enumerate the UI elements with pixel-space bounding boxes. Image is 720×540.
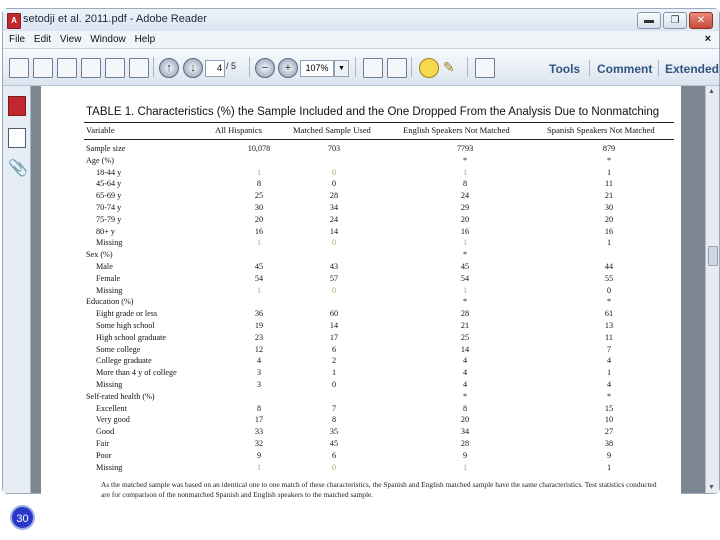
- row-value: 45: [329, 438, 339, 448]
- row-label: Missing: [96, 238, 123, 248]
- row-label: Some high school: [96, 320, 155, 330]
- row-value: 14: [329, 226, 339, 236]
- vertical-scrollbar[interactable]: [705, 86, 719, 493]
- row-value: 4: [462, 379, 468, 389]
- toolbar-separator: [153, 57, 154, 77]
- tools-pane-link[interactable]: Tools: [549, 62, 581, 76]
- row-value: 1: [256, 238, 262, 248]
- row-value: 1: [256, 285, 262, 295]
- row-value: 21: [460, 320, 470, 330]
- row-label: 18-44 y: [96, 167, 122, 177]
- table-row: [84, 450, 674, 462]
- table-row: [84, 178, 674, 190]
- menu-file[interactable]: File: [9, 34, 26, 45]
- table-row: [84, 426, 674, 438]
- menu-view[interactable]: View: [59, 34, 82, 45]
- row-value: 11: [605, 332, 613, 342]
- row-value: 3: [256, 368, 262, 378]
- highlight-pen-icon[interactable]: ✎: [443, 59, 455, 75]
- attachments-icon[interactable]: [8, 128, 26, 148]
- table-row: [84, 261, 674, 273]
- row-label: College graduate: [96, 356, 152, 366]
- row-value: 32: [254, 438, 264, 448]
- row-label: High school graduate: [96, 332, 167, 342]
- row-value: 1: [606, 167, 612, 177]
- row-value: 0: [331, 238, 337, 248]
- row-value: 17: [254, 415, 264, 425]
- table-footnote: As the matched sample was based on an identical one to one match of these characteristics, the Spanish and English matched sample have the same characteristics. Test statistics conducted are for comparison of the nonmatched Spanish and English speakers to the matched sample.: [101, 480, 657, 499]
- row-label: Very good: [96, 415, 130, 425]
- row-value: 16: [460, 226, 470, 236]
- row-value: 1: [606, 368, 612, 378]
- close-document-icon[interactable]: ×: [704, 33, 711, 45]
- table-row: [84, 214, 674, 226]
- row-label: More than 4 y of college: [96, 368, 177, 378]
- page-total: / 5: [226, 61, 237, 71]
- zoom-out-icon[interactable]: −: [255, 58, 275, 78]
- page-number-input[interactable]: 4: [205, 60, 225, 77]
- row-label: Some college: [96, 344, 141, 354]
- table-row: [84, 379, 674, 391]
- row-value: 4: [462, 368, 468, 378]
- row-value: 20: [254, 214, 264, 224]
- row-value: 34: [460, 427, 470, 437]
- save-icon[interactable]: [57, 58, 77, 78]
- row-value: 8: [256, 403, 262, 413]
- row-value: 7: [331, 403, 337, 413]
- reader-window: [2, 8, 720, 499]
- row-label: 75-79 y: [96, 214, 122, 224]
- row-value: 21: [604, 191, 614, 201]
- next-page-icon[interactable]: ↓: [183, 58, 203, 78]
- table-row: [84, 167, 674, 179]
- row-value: 3: [256, 379, 262, 389]
- create-pdf-icon[interactable]: [9, 58, 29, 78]
- navigation-pane: [3, 86, 31, 493]
- scroll-up-icon[interactable]: ▲: [708, 88, 715, 95]
- row-value: 20: [460, 214, 470, 224]
- row-value: 25: [254, 191, 264, 201]
- row-value: 28: [460, 309, 470, 319]
- table-row: [84, 403, 674, 415]
- row-label: Missing: [96, 379, 123, 389]
- row-value: 703: [327, 144, 341, 153]
- row-value: *: [462, 250, 468, 260]
- row-value: 30: [604, 202, 614, 212]
- row-label: Female: [96, 273, 121, 283]
- slide-number-badge: 30: [10, 505, 35, 530]
- row-value: 4: [256, 356, 262, 366]
- table-row: [84, 344, 674, 356]
- full-screen-icon[interactable]: [475, 58, 495, 78]
- row-value: 0: [331, 379, 337, 389]
- row-value: 7: [606, 344, 612, 354]
- row-value: 43: [329, 261, 339, 271]
- row-value: 57: [329, 273, 339, 283]
- row-value: 4: [606, 356, 612, 366]
- extended-pane-link[interactable]: Extended: [665, 62, 720, 76]
- row-value: 0: [331, 462, 337, 472]
- row-value: 10,078: [247, 144, 271, 153]
- table-row: [84, 438, 674, 450]
- row-value: 20: [460, 415, 470, 425]
- table-row: [84, 190, 674, 202]
- table-row: [84, 462, 674, 474]
- row-value: 12: [254, 344, 264, 354]
- row-value: 24: [329, 214, 339, 224]
- zoom-in-icon[interactable]: +: [278, 58, 298, 78]
- row-value: 4: [606, 379, 612, 389]
- row-value: 14: [460, 344, 470, 354]
- row-label: Self-rated health (%): [86, 391, 155, 401]
- row-label: Sex (%): [86, 250, 113, 260]
- menu-edit[interactable]: Edit: [33, 34, 52, 45]
- row-value: 13: [604, 320, 614, 330]
- toolbar-separator: [411, 57, 412, 77]
- row-value: 4: [462, 356, 468, 366]
- menu-bar: [3, 31, 719, 49]
- row-value: 9: [256, 450, 262, 460]
- table-body: [84, 143, 674, 473]
- toolbar-separator: [589, 60, 590, 76]
- row-value: *: [606, 297, 612, 307]
- row-value: 1: [462, 167, 468, 177]
- row-label: Education (%): [86, 297, 134, 307]
- row-value: 45: [254, 261, 264, 271]
- edit-document-icon[interactable]: [33, 58, 53, 78]
- minimize-button[interactable]: ▬: [637, 12, 661, 29]
- zoom-level-input[interactable]: 107%: [300, 60, 334, 77]
- maximize-button[interactable]: ❐: [663, 12, 687, 29]
- row-label: Fair: [96, 438, 110, 448]
- row-value: 6: [331, 344, 337, 354]
- row-label: 65-69 y: [96, 191, 122, 201]
- row-label: Sample size: [86, 144, 126, 153]
- row-value: 8: [462, 179, 468, 189]
- header-variable: Variable: [86, 125, 115, 135]
- row-value: 45: [460, 261, 470, 271]
- row-value: 35: [329, 427, 339, 437]
- table-row: [84, 332, 674, 344]
- row-value: *: [606, 391, 612, 401]
- scroll-down-icon[interactable]: ▼: [708, 484, 715, 491]
- table-row: [84, 308, 674, 320]
- table-row: [84, 355, 674, 367]
- row-value: 1: [462, 238, 468, 248]
- title-bar: [3, 9, 719, 31]
- table-row: [84, 391, 674, 403]
- row-label: Poor: [96, 450, 112, 460]
- document-view[interactable]: [31, 86, 706, 499]
- row-value: 27: [604, 427, 614, 437]
- row-value: 11: [605, 179, 613, 189]
- row-value: 23: [254, 332, 264, 342]
- table-row: [84, 237, 674, 249]
- row-value: 0: [331, 167, 337, 177]
- row-label: Missing: [96, 462, 123, 472]
- row-label: 80+ y: [96, 226, 115, 236]
- row-value: 30: [254, 202, 264, 212]
- header-all-hispanics: All Hispanics: [215, 125, 263, 135]
- row-value: 29: [460, 202, 470, 212]
- row-value: 1: [256, 462, 262, 472]
- menu-help[interactable]: Help: [134, 34, 156, 45]
- zoom-dropdown-icon[interactable]: ▼: [334, 60, 349, 77]
- row-value: 16: [604, 226, 614, 236]
- table-row: [84, 296, 674, 308]
- fit-page-icon[interactable]: [363, 58, 383, 78]
- table-row: [84, 143, 674, 155]
- row-value: 25: [460, 332, 470, 342]
- row-label: Male: [96, 261, 113, 271]
- header-matched-sample: Matched Sample Used: [293, 125, 371, 135]
- row-value: 14: [329, 320, 339, 330]
- row-value: 1: [462, 285, 468, 295]
- row-value: 1: [606, 462, 612, 472]
- table-row: [84, 285, 674, 297]
- row-value: 6: [331, 450, 337, 460]
- table-row: [84, 273, 674, 285]
- row-value: 879: [602, 144, 616, 153]
- table-row: [84, 414, 674, 426]
- row-value: 20: [604, 214, 614, 224]
- row-value: 44: [604, 261, 614, 271]
- toolbar-separator: [467, 57, 468, 77]
- page-thumbnails-icon[interactable]: [8, 96, 26, 116]
- row-value: 1: [256, 167, 262, 177]
- row-value: 0: [331, 179, 337, 189]
- toolbar: [3, 49, 719, 86]
- sign-document-icon[interactable]: [129, 58, 149, 78]
- table-row: [84, 226, 674, 238]
- row-value: 16: [254, 226, 264, 236]
- table-caption: TABLE 1. Characteristics (%) the Sample Included and the One Dropped From the Analysis Due to Nonmatching: [86, 106, 660, 118]
- window-title: setodji et al. 2011.pdf - Adobe Reader: [23, 13, 207, 25]
- row-value: 61: [604, 309, 614, 319]
- row-value: *: [606, 155, 612, 165]
- table-row: [84, 202, 674, 214]
- row-value: 34: [329, 202, 339, 212]
- row-value: 10: [604, 415, 614, 425]
- table-row: [84, 320, 674, 332]
- table-top-rule: [84, 122, 674, 123]
- table-row: [84, 155, 674, 167]
- row-value: 7793: [456, 144, 474, 153]
- toolbar-separator: [658, 60, 659, 76]
- row-value: 36: [254, 309, 264, 319]
- row-value: 0: [606, 285, 612, 295]
- adobe-reader-icon: A: [7, 13, 21, 29]
- header-spanish-not-matched: Spanish Speakers Not Matched: [547, 125, 655, 135]
- close-button[interactable]: ✕: [689, 12, 713, 29]
- row-value: 1: [606, 238, 612, 248]
- row-value: 8: [331, 415, 337, 425]
- row-label: Good: [96, 427, 115, 437]
- row-value: 54: [254, 273, 264, 283]
- row-value: 24: [460, 191, 470, 201]
- row-value: 0: [331, 285, 337, 295]
- email-icon[interactable]: [105, 58, 125, 78]
- row-label: 70-74 y: [96, 202, 122, 212]
- row-value: 8: [256, 179, 262, 189]
- row-label: Age (%): [86, 155, 114, 165]
- row-value: 55: [604, 273, 614, 283]
- paperclip-icon[interactable]: 📎: [8, 160, 28, 177]
- row-value: *: [462, 391, 468, 401]
- row-value: *: [462, 297, 468, 307]
- row-label: Missing: [96, 285, 123, 295]
- row-label: 45-64 y: [96, 179, 122, 189]
- scrollbar-thumb[interactable]: [708, 246, 718, 266]
- row-value: 28: [460, 438, 470, 448]
- row-value: 17: [329, 332, 339, 342]
- row-value: 9: [462, 450, 468, 460]
- row-value: 19: [254, 320, 264, 330]
- toolbar-separator: [249, 57, 250, 77]
- row-value: 28: [329, 191, 339, 201]
- header-english-not-matched: English Speakers Not Matched: [403, 125, 510, 135]
- row-value: 60: [329, 309, 339, 319]
- table-row: [84, 367, 674, 379]
- toolbar-separator: [355, 57, 356, 77]
- pdf-page: [41, 86, 681, 506]
- fit-width-icon[interactable]: [387, 58, 407, 78]
- comment-pane-link[interactable]: Comment: [597, 62, 653, 76]
- row-value: *: [462, 155, 468, 165]
- print-icon[interactable]: [81, 58, 101, 78]
- menu-window[interactable]: Window: [90, 34, 126, 45]
- row-value: 2: [331, 356, 337, 366]
- row-value: 8: [462, 403, 468, 413]
- row-value: 1: [462, 462, 468, 472]
- row-value: 33: [254, 427, 264, 437]
- row-value: 9: [606, 450, 612, 460]
- row-value: 54: [460, 273, 470, 283]
- table-row: [84, 249, 674, 261]
- row-value: 1: [331, 368, 337, 378]
- row-label: Eight grade or less: [96, 309, 158, 319]
- row-value: 38: [604, 438, 614, 448]
- row-label: Excellent: [96, 403, 127, 413]
- previous-page-icon[interactable]: ↑: [159, 58, 179, 78]
- table-header-rule: [84, 139, 674, 140]
- comment-bubble-icon[interactable]: [419, 58, 439, 78]
- row-value: 15: [604, 403, 614, 413]
